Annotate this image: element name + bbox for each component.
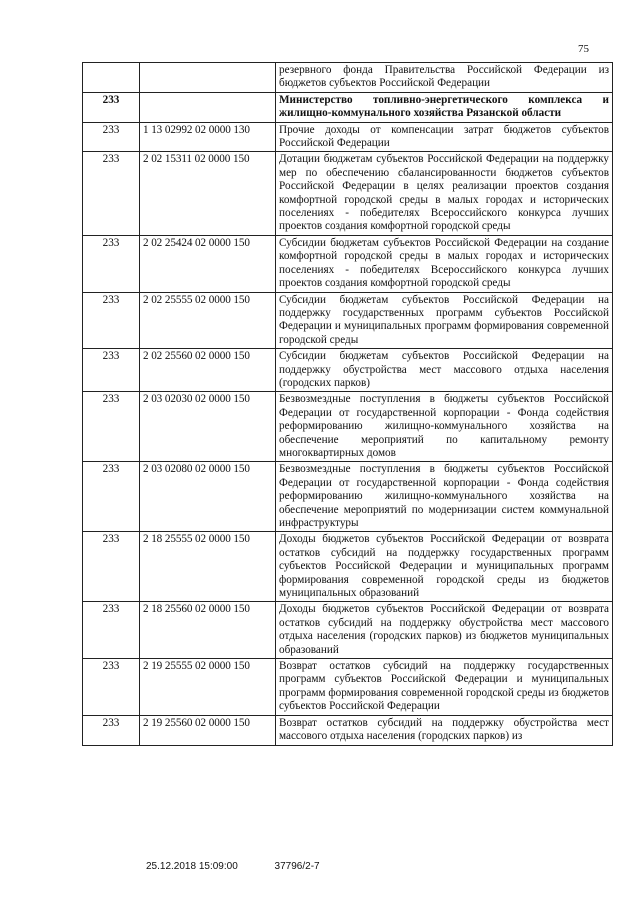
table-row — [83, 235, 613, 292]
table-row — [83, 152, 613, 235]
revenue-code-cell: 2 03 02030 02 0000 150 — [140, 392, 276, 462]
table-row — [83, 92, 613, 122]
table-row — [83, 392, 613, 462]
table-row — [83, 292, 613, 349]
revenue-name-cell: Возврат остатков субсидий на поддержку обустройства мест массового отдыха населения (городских парков) из — [276, 715, 613, 745]
admin-code-cell: 233 — [83, 602, 140, 659]
revenue-code-cell: 2 19 25560 02 0000 150 — [140, 715, 276, 745]
revenue-name-cell: Доходы бюджетов субъектов Российской Федерации от возврата остатков субсидий на поддержку государственных программ субъектов Российской Федерации и муниципальных программ формирования современной городской среды из бюджетов муниципальных образований — [276, 532, 613, 602]
revenue-code-cell: 2 19 25555 02 0000 150 — [140, 659, 276, 716]
revenue-name-cell: Субсидии бюджетам субъектов Российской Федерации на поддержку обустройства мест массового отдыха населения (городских парков) — [276, 349, 613, 392]
footer-timestamp: 25.12.2018 15:09:00 — [146, 861, 238, 872]
table-row — [83, 63, 613, 93]
table-row — [83, 715, 613, 745]
table-row — [83, 532, 613, 602]
revenue-code-cell — [140, 63, 276, 93]
revenue-code-cell: 2 03 02080 02 0000 150 — [140, 462, 276, 532]
revenue-name-cell: Дотации бюджетам субъектов Российской Федерации на поддержку мер по обеспечению сбалансированности бюджетов субъектов Российской Федерации в целях реализации проектов создания комфортной городской среды в малых городах и исторических поселениях - победителях Всероссийского конкурса лучших проектов создания комфортной городской среды — [276, 152, 613, 235]
table-row — [83, 659, 613, 716]
revenue-code-cell: 2 02 25555 02 0000 150 — [140, 292, 276, 349]
revenue-name-cell: Министерство топливно-энергетического комплекса и жилищно-коммунального хозяйства Рязанской области — [276, 92, 613, 122]
admin-code-cell: 233 — [83, 349, 140, 392]
revenue-code-cell — [140, 92, 276, 122]
revenue-name-cell: Безвозмездные поступления в бюджеты субъектов Российской Федерации от государственной корпорации - Фонда содействия реформированию жилищно-коммунального хозяйства на обеспечение мероприятий по капитальному ремонту многоквартирных домов — [276, 392, 613, 462]
revenue-code-cell: 2 18 25555 02 0000 150 — [140, 532, 276, 602]
admin-code-cell: 233 — [83, 92, 140, 122]
revenue-name-cell: Возврат остатков субсидий на поддержку государственных программ субъектов Российской Федерации и муниципальных программ формирования современной городской среды из бюджетов субъектов Российской Федерации — [276, 659, 613, 716]
table-row — [83, 122, 613, 152]
revenue-code-cell: 2 02 25560 02 0000 150 — [140, 349, 276, 392]
admin-code-cell: 233 — [83, 715, 140, 745]
admin-code-cell — [83, 63, 140, 93]
admin-code-cell: 233 — [83, 235, 140, 292]
revenue-name-cell: Прочие доходы от компенсации затрат бюджетов субъектов Российской Федерации — [276, 122, 613, 152]
admin-code-cell: 233 — [83, 122, 140, 152]
table-row — [83, 349, 613, 392]
revenue-name-cell: Безвозмездные поступления в бюджеты субъектов Российской Федерации от государственной корпорации - Фонда содействия реформированию жилищно-коммунального хозяйства на обеспечение мероприятий по модернизации систем коммунальной инфраструктуры — [276, 462, 613, 532]
table-row — [83, 462, 613, 532]
revenue-code-cell: 1 13 02992 02 0000 130 — [140, 122, 276, 152]
revenue-name-cell: Субсидии бюджетам субъектов Российской Федерации на создание комфортной городской среды в малых городах и исторических поселениях - победителях Всероссийского конкурса лучших проектов создания комфортной городской среды — [276, 235, 613, 292]
revenue-code-cell: 2 02 15311 02 0000 150 — [140, 152, 276, 235]
revenue-code-cell: 2 02 25424 02 0000 150 — [140, 235, 276, 292]
admin-code-cell: 233 — [83, 532, 140, 602]
admin-code-cell: 233 — [83, 292, 140, 349]
table-row — [83, 602, 613, 659]
admin-code-cell: 233 — [83, 392, 140, 462]
revenue-name-cell: Субсидии бюджетам субъектов Российской Федерации на поддержку государственных программ субъектов Российской Федерации и муниципальных программ формирования современной городской среды — [276, 292, 613, 349]
admin-code-cell: 233 — [83, 462, 140, 532]
footer — [146, 861, 354, 872]
page-number: 75 — [578, 43, 589, 55]
revenue-codes-table — [82, 62, 613, 746]
revenue-name-cell: резервного фонда Правительства Российской Федерации из бюджетов субъектов Российской Федерации — [276, 63, 613, 93]
admin-code-cell: 233 — [83, 659, 140, 716]
footer-doc-id: 37796/2-7 — [274, 861, 320, 872]
revenue-name-cell: Доходы бюджетов субъектов Российской Федерации от возврата остатков субсидий на поддержку обустройства мест массового отдыха населения (городских парков) из бюджетов муниципальных образований — [276, 602, 613, 659]
revenue-code-cell: 2 18 25560 02 0000 150 — [140, 602, 276, 659]
admin-code-cell: 233 — [83, 152, 140, 235]
